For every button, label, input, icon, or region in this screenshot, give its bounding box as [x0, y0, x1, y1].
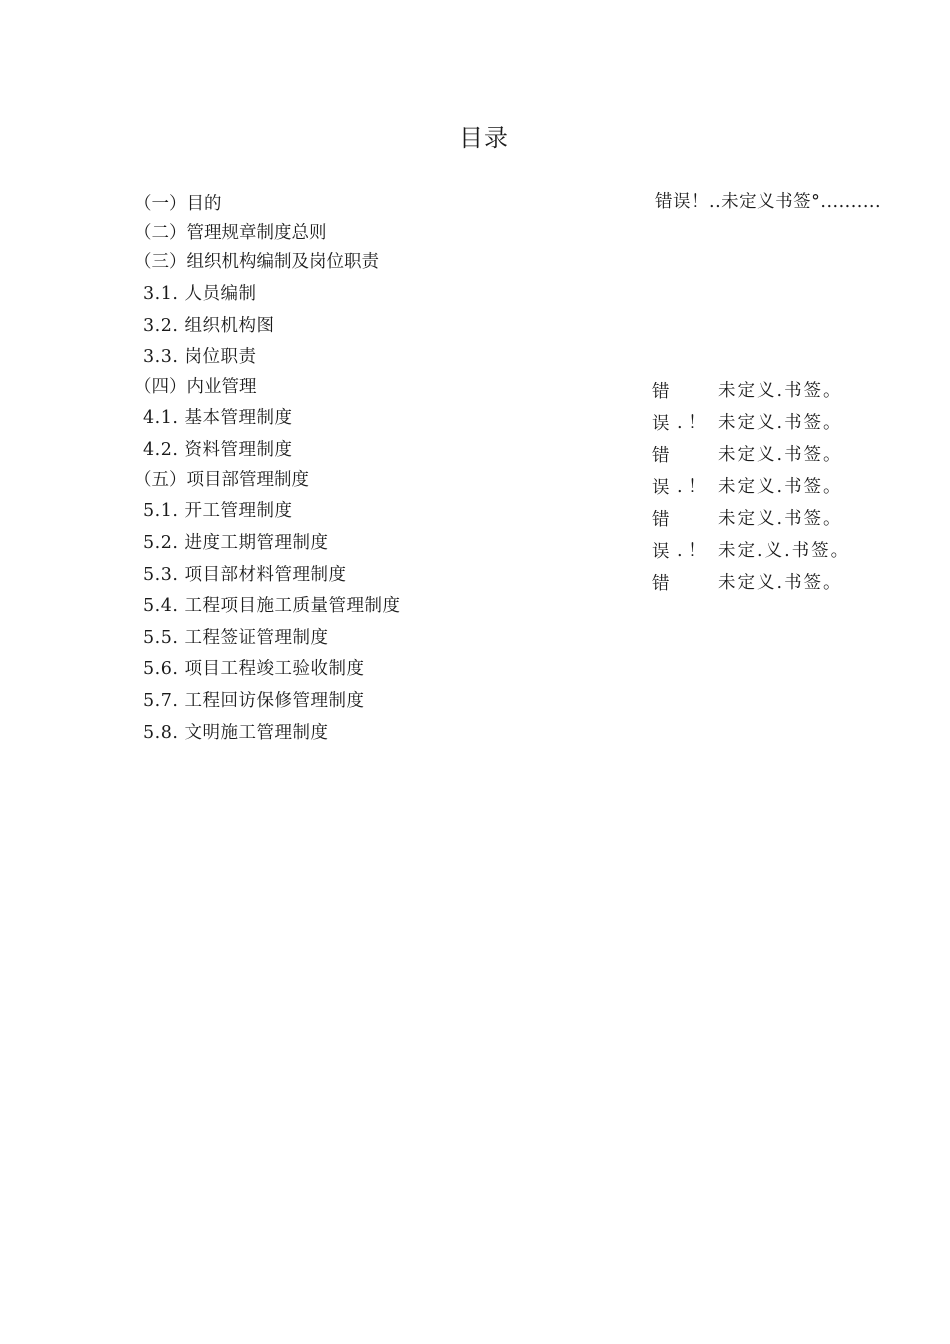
bookmark-error-char: 误 — [652, 478, 670, 498]
bookmark-error-char: 误 — [652, 414, 670, 434]
bookmark-error-mark: . ！ — [677, 541, 706, 561]
bookmark-error-char: 错 — [652, 510, 670, 530]
toc-entry-1[interactable]: （一）目的 — [134, 194, 222, 214]
toc-entry-4-1[interactable]: 4.1. 基本管理制度 — [143, 408, 293, 428]
toc-entry-5-3[interactable]: 5.3. 项目部材料管理制度 — [143, 565, 347, 585]
toc-entry-2[interactable]: （二）管理规章制度总则 — [134, 223, 327, 243]
toc-entry-5-6[interactable]: 5.6. 项目工程竣工验收制度 — [143, 659, 365, 679]
toc-entry-4-2[interactable]: 4.2. 资料管理制度 — [143, 440, 293, 460]
page-title: 目录 — [459, 124, 509, 152]
bookmark-error-text: 未定义.书签。 — [718, 445, 843, 465]
toc-entry-3-3[interactable]: 3.3. 岗位职责 — [143, 347, 257, 367]
bookmark-error-char: 误 — [652, 542, 670, 562]
bookmark-error-mark: . ！ — [677, 413, 706, 433]
bookmark-error-text: 未定义.书签。 — [718, 413, 843, 433]
bookmark-error-text: 未定义.书签。 — [718, 509, 843, 529]
bookmark-error-char: 错 — [652, 446, 670, 466]
bookmark-error-text: 未定义.书签。 — [718, 477, 843, 497]
bookmark-error-top: 错误！..未定义书签°.......... — [655, 192, 882, 212]
bookmark-error-char: 错 — [652, 574, 670, 594]
toc-entry-5-4[interactable]: 5.4. 工程项目施工质量管理制度 — [143, 596, 401, 616]
toc-entry-3-1[interactable]: 3.1. 人员编制 — [143, 284, 257, 304]
bookmark-error-char: 错 — [652, 382, 670, 402]
toc-entry-5-5[interactable]: 5.5. 工程签证管理制度 — [143, 628, 329, 648]
toc-entry-3[interactable]: （三）组织机构编制及岗位职责 — [134, 252, 379, 272]
toc-entry-5-7[interactable]: 5.7. 工程回访保修管理制度 — [143, 691, 365, 711]
bookmark-error-text: 未定.义.书签。 — [718, 541, 851, 561]
toc-entry-3-2[interactable]: 3.2. 组织机构图 — [143, 316, 275, 336]
bookmark-error-text: 未定义.书签。 — [718, 381, 843, 401]
toc-entry-5-1[interactable]: 5.1. 开工管理制度 — [143, 501, 293, 521]
bookmark-error-text: 未定义.书签。 — [718, 573, 843, 593]
toc-entry-5-2[interactable]: 5.2. 进度工期管理制度 — [143, 533, 329, 553]
toc-entry-4[interactable]: （四）内业管理 — [134, 377, 257, 397]
page-number-column — [0, 0, 950, 620]
toc-entry-5[interactable]: （五）项目部管理制度 — [134, 470, 309, 490]
bookmark-error-mark: . ！ — [677, 477, 706, 497]
toc-entry-5-8[interactable]: 5.8. 文明施工管理制度 — [143, 723, 329, 743]
